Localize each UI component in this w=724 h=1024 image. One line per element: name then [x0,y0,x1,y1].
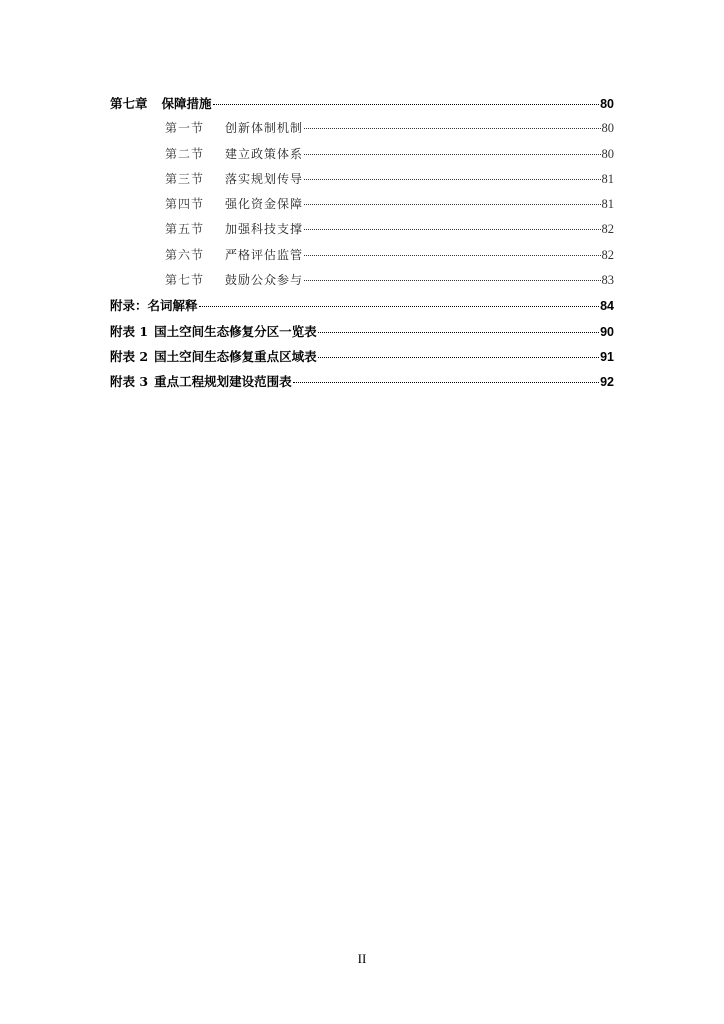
dot-leader [318,331,600,333]
table-of-contents [110,91,614,395]
toc-entry-section-6[interactable] [110,243,614,268]
table-number: 附表 1 [110,323,149,339]
dot-leader [304,178,600,180]
section-title: 加强科技支撑 [225,222,304,237]
section-title: 建立政策体系 [225,146,304,161]
dot-leader [304,153,600,155]
toc-entry-section-4[interactable] [110,192,614,217]
page-number: 80 [601,121,614,136]
page-number: 82 [601,247,614,262]
section-title: 落实规划传导 [225,171,304,186]
table-number: 附表 3 [110,374,149,390]
toc-entry-section-1[interactable] [110,116,614,141]
section-number: 第一节 [165,121,205,136]
toc-entry-section-7[interactable] [110,268,614,293]
appendix-title: 附录：名词解释 [110,298,198,314]
page-number: 90 [600,324,614,339]
section-number: 第六节 [165,247,205,262]
page-number: 83 [601,273,614,288]
dot-leader [199,305,600,307]
section-title: 强化资金保障 [225,197,304,212]
dot-leader [304,127,600,129]
section-number: 第五节 [165,222,205,237]
toc-entry-table-1[interactable] [110,319,614,344]
dot-leader [304,254,600,256]
dot-leader [304,279,600,281]
page-number: 92 [600,375,614,390]
page-number: 80 [600,97,614,111]
page-footer-number: II [357,951,367,966]
toc-entry-table-3[interactable] [110,369,614,394]
section-title: 严格评估监管 [225,247,304,262]
chapter-number: 第七章 [110,96,148,111]
table-number: 附表 2 [110,348,149,364]
dot-leader [304,203,600,205]
toc-entry-section-5[interactable] [110,217,614,242]
toc-entry-table-2[interactable] [110,344,614,369]
section-number: 第四节 [165,197,205,212]
table-title: 国土空间生态修复分区一览表 [154,323,317,339]
table-title: 国土空间生态修复重点区域表 [154,348,317,364]
toc-entry-chapter-7[interactable] [110,91,614,116]
page-number: 80 [601,146,614,161]
page-number: 82 [601,222,614,237]
dot-leader [318,356,600,358]
section-title: 鼓励公众参与 [225,273,304,288]
dot-leader [293,381,600,383]
section-title: 创新体制机制 [225,121,304,136]
page-number: 81 [601,171,614,186]
section-number: 第二节 [165,146,205,161]
dot-leader [213,103,600,105]
section-number: 第七节 [165,273,205,288]
table-title: 重点工程规划建设范围表 [154,374,292,390]
page-number: 81 [601,197,614,212]
toc-entry-section-2[interactable] [110,142,614,167]
dot-leader [304,228,600,230]
page-number: 84 [600,299,614,314]
chapter-title: 保障措施 [161,96,212,111]
section-number: 第三节 [165,171,205,186]
toc-entry-section-3[interactable] [110,167,614,192]
toc-entry-appendix[interactable] [110,293,614,318]
page-number: 91 [600,349,614,364]
